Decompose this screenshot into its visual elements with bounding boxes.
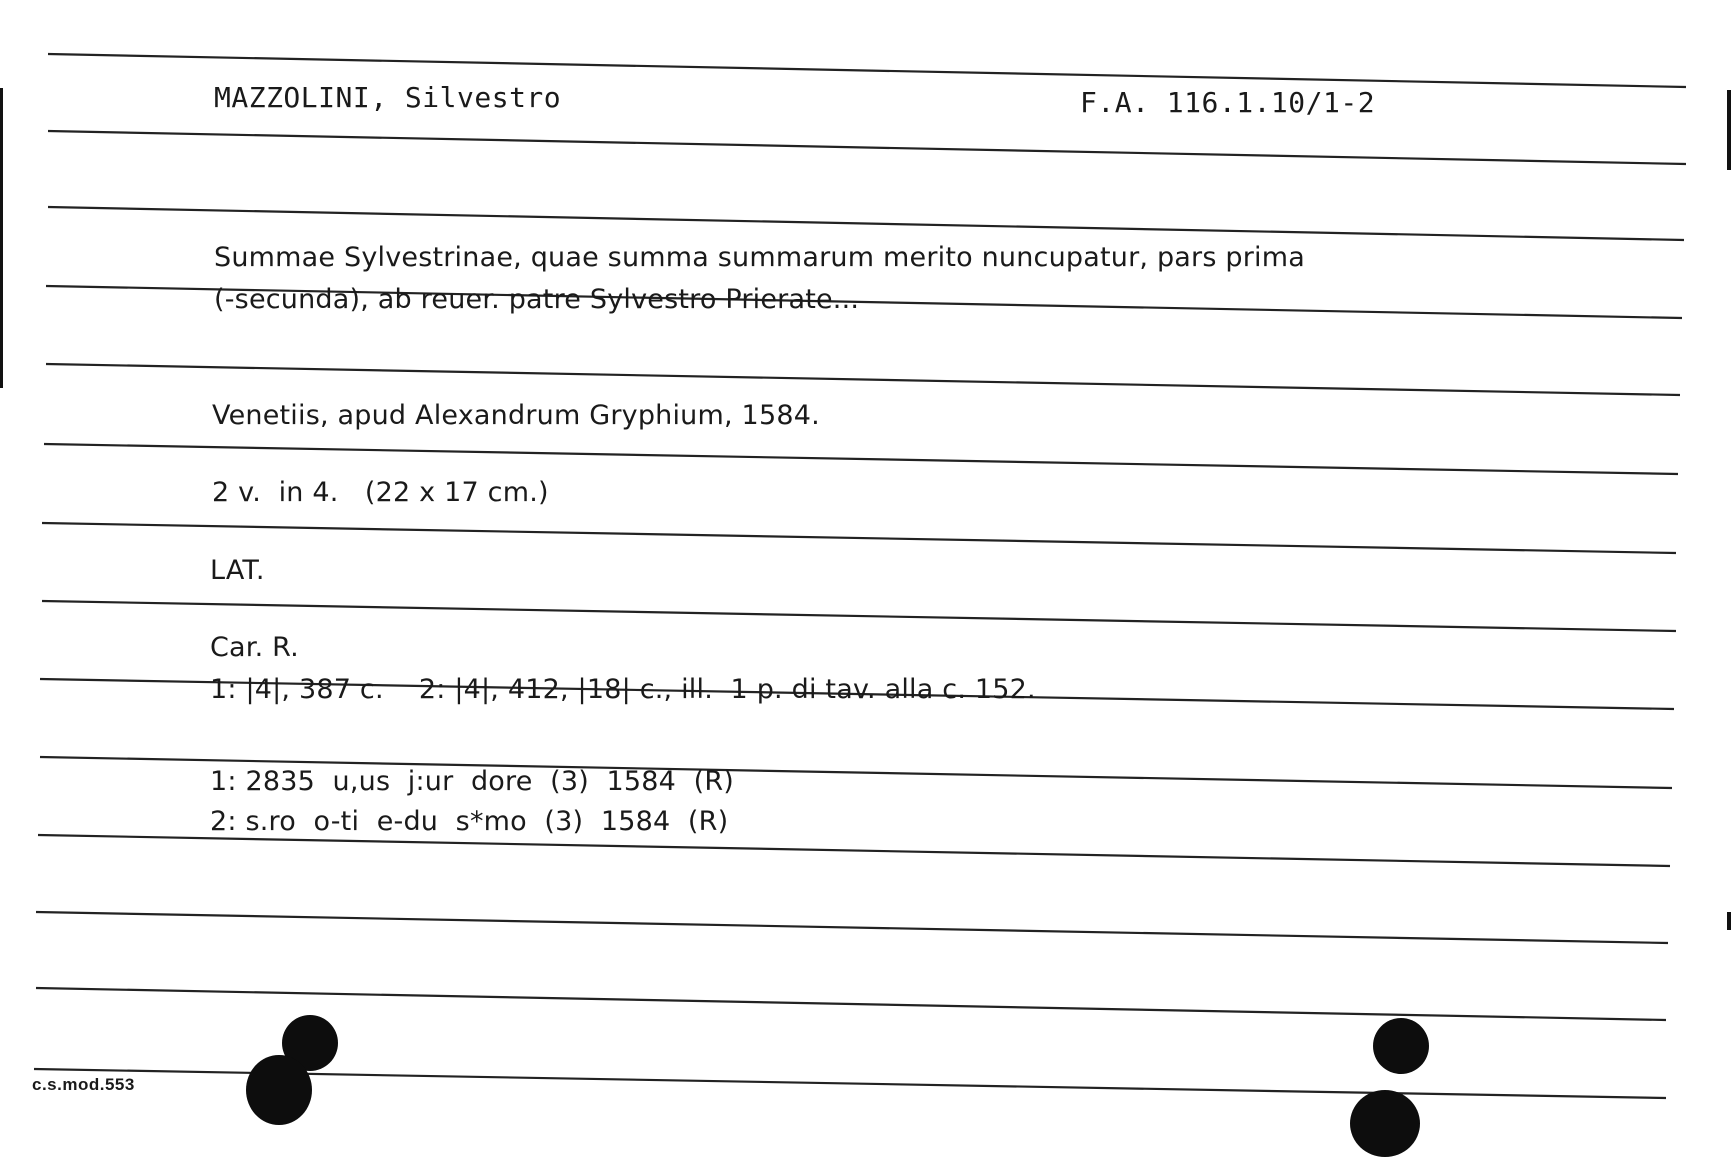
rule-line bbox=[44, 444, 1678, 474]
rule-line bbox=[46, 364, 1680, 395]
rule-line bbox=[48, 207, 1684, 240]
right-edge-mark bbox=[1727, 912, 1731, 930]
rule-line bbox=[48, 131, 1686, 164]
rule-line bbox=[36, 988, 1666, 1020]
fingerprint-line-1: 1: 2835 u,us j:ur dore (3) 1584 (R) bbox=[210, 766, 735, 797]
shelfmark: F.A. 116.1.10/1-2 bbox=[1080, 86, 1376, 119]
title-line-1: Summae Sylvestrinae, quae summa summarum merito nuncupatur, pars prima bbox=[214, 242, 1305, 273]
imprint: Venetiis, apud Alexandrum Gryphium, 1584. bbox=[212, 400, 820, 431]
form-code: c.s.mod.553 bbox=[32, 1075, 135, 1094]
title-line-2: (-secunda), ab reuer. patre Sylvestro Prierate... bbox=[214, 284, 860, 315]
rule-line bbox=[36, 912, 1668, 943]
punch-hole-right-lower bbox=[1350, 1090, 1420, 1157]
left-edge-mark bbox=[0, 88, 3, 388]
fingerprint-line-2: 2: s.ro o-ti e-du s*mo (3) 1584 (R) bbox=[210, 806, 729, 837]
language-code: LAT. bbox=[210, 555, 265, 586]
physical-description: 2 v. in 4. (22 x 17 cm.) bbox=[212, 477, 549, 508]
rule-line bbox=[38, 835, 1670, 866]
punch-hole-left-lower bbox=[246, 1055, 312, 1125]
punch-hole-right-upper bbox=[1373, 1018, 1429, 1074]
character-type: Car. R. bbox=[210, 632, 299, 663]
author-heading: MAZZOLINI, Silvestro bbox=[214, 81, 562, 114]
collation: 1: |4|, 387 c. 2: |4|, 412, |18| c., ill. 1 p. di tav. alla c. 152. bbox=[210, 674, 1036, 705]
rule-line bbox=[42, 523, 1676, 553]
rule-line bbox=[42, 601, 1676, 631]
right-edge-mark bbox=[1727, 90, 1731, 170]
